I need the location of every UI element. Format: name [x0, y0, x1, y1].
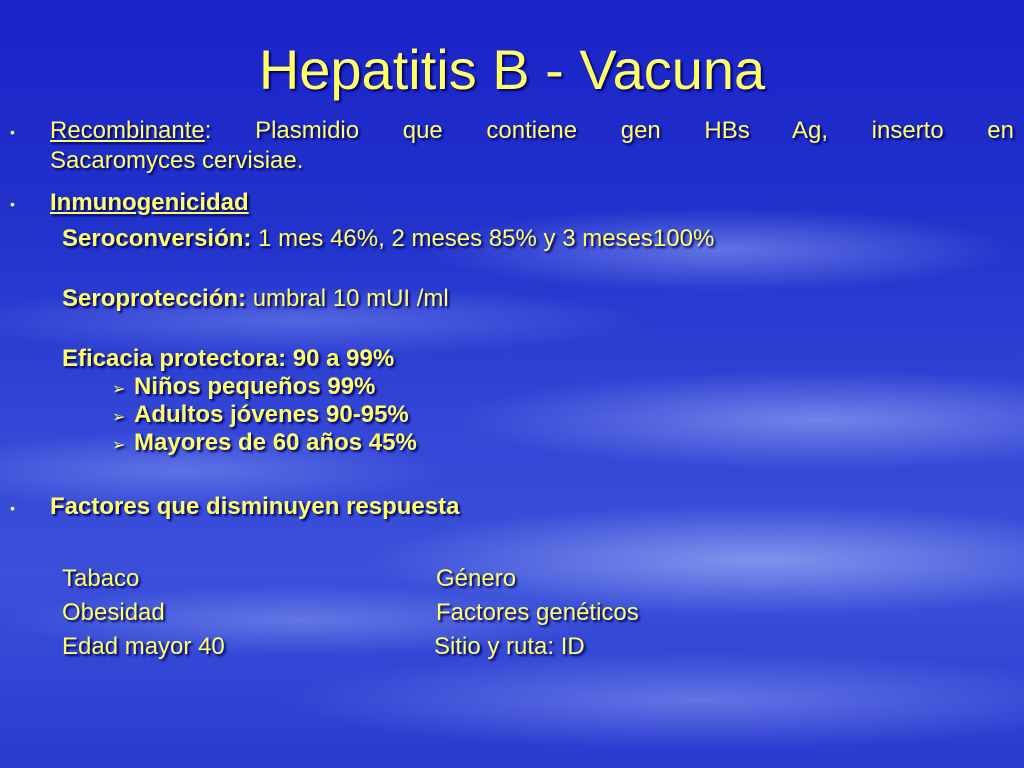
factor-right-1: Género	[436, 565, 517, 592]
seroproteccion-label: Seroprotección:	[62, 285, 247, 312]
sub-item-mayores	[112, 428, 417, 461]
inmunogenicidad-label: Inmunogenicidad	[50, 189, 249, 216]
sub-item-label: Adultos jóvenes 90-95%	[134, 401, 409, 428]
recombinante-text-line-2: Sacaromyces cervisiae.	[50, 147, 304, 174]
bullet-icon: •	[10, 124, 15, 140]
arrow-bullet-icon: ➢	[112, 437, 126, 454]
sub-item-label: Mayores de 60 años 45%	[134, 429, 417, 456]
sub-item-label: Niños pequeños 99%	[134, 373, 376, 400]
bullet-icon: •	[10, 500, 15, 516]
factor-left-2: Obesidad	[62, 599, 165, 626]
factor-right-2: Factores genéticos	[436, 599, 639, 626]
slide-title: Hepatitis B - Vacuna	[258, 38, 766, 101]
bullet-icon: •	[10, 196, 15, 212]
recombinante-text-line-1: Plasmidio que contiene gen HBs Ag, inserto en	[255, 117, 1015, 144]
recombinante-label: Recombinante	[50, 117, 205, 144]
seroproteccion-value: umbral 10 mUI /ml	[246, 285, 449, 312]
eficacia-line: Eficacia protectora: 90 a 99%	[62, 345, 395, 372]
seroconversion-line	[62, 224, 714, 254]
arrow-bullet-icon: ➢	[112, 409, 126, 426]
factores-label: Factores que disminuyen respuesta	[50, 493, 460, 520]
recombinante-line-1	[50, 116, 1014, 146]
recombinante-colon: :	[204, 117, 212, 144]
seroconversion-label: Seroconversión:	[62, 225, 252, 252]
arrow-bullet-icon: ➢	[112, 381, 126, 398]
seroconversion-value: 1 mes 46%, 2 meses 85% y 3 meses100%	[251, 225, 715, 252]
factor-left-1: Tabaco	[62, 565, 140, 592]
factor-right-3: Sitio y ruta: ID	[434, 633, 585, 660]
seroproteccion-line	[62, 284, 449, 314]
factor-left-3: Edad mayor 40	[62, 633, 225, 660]
